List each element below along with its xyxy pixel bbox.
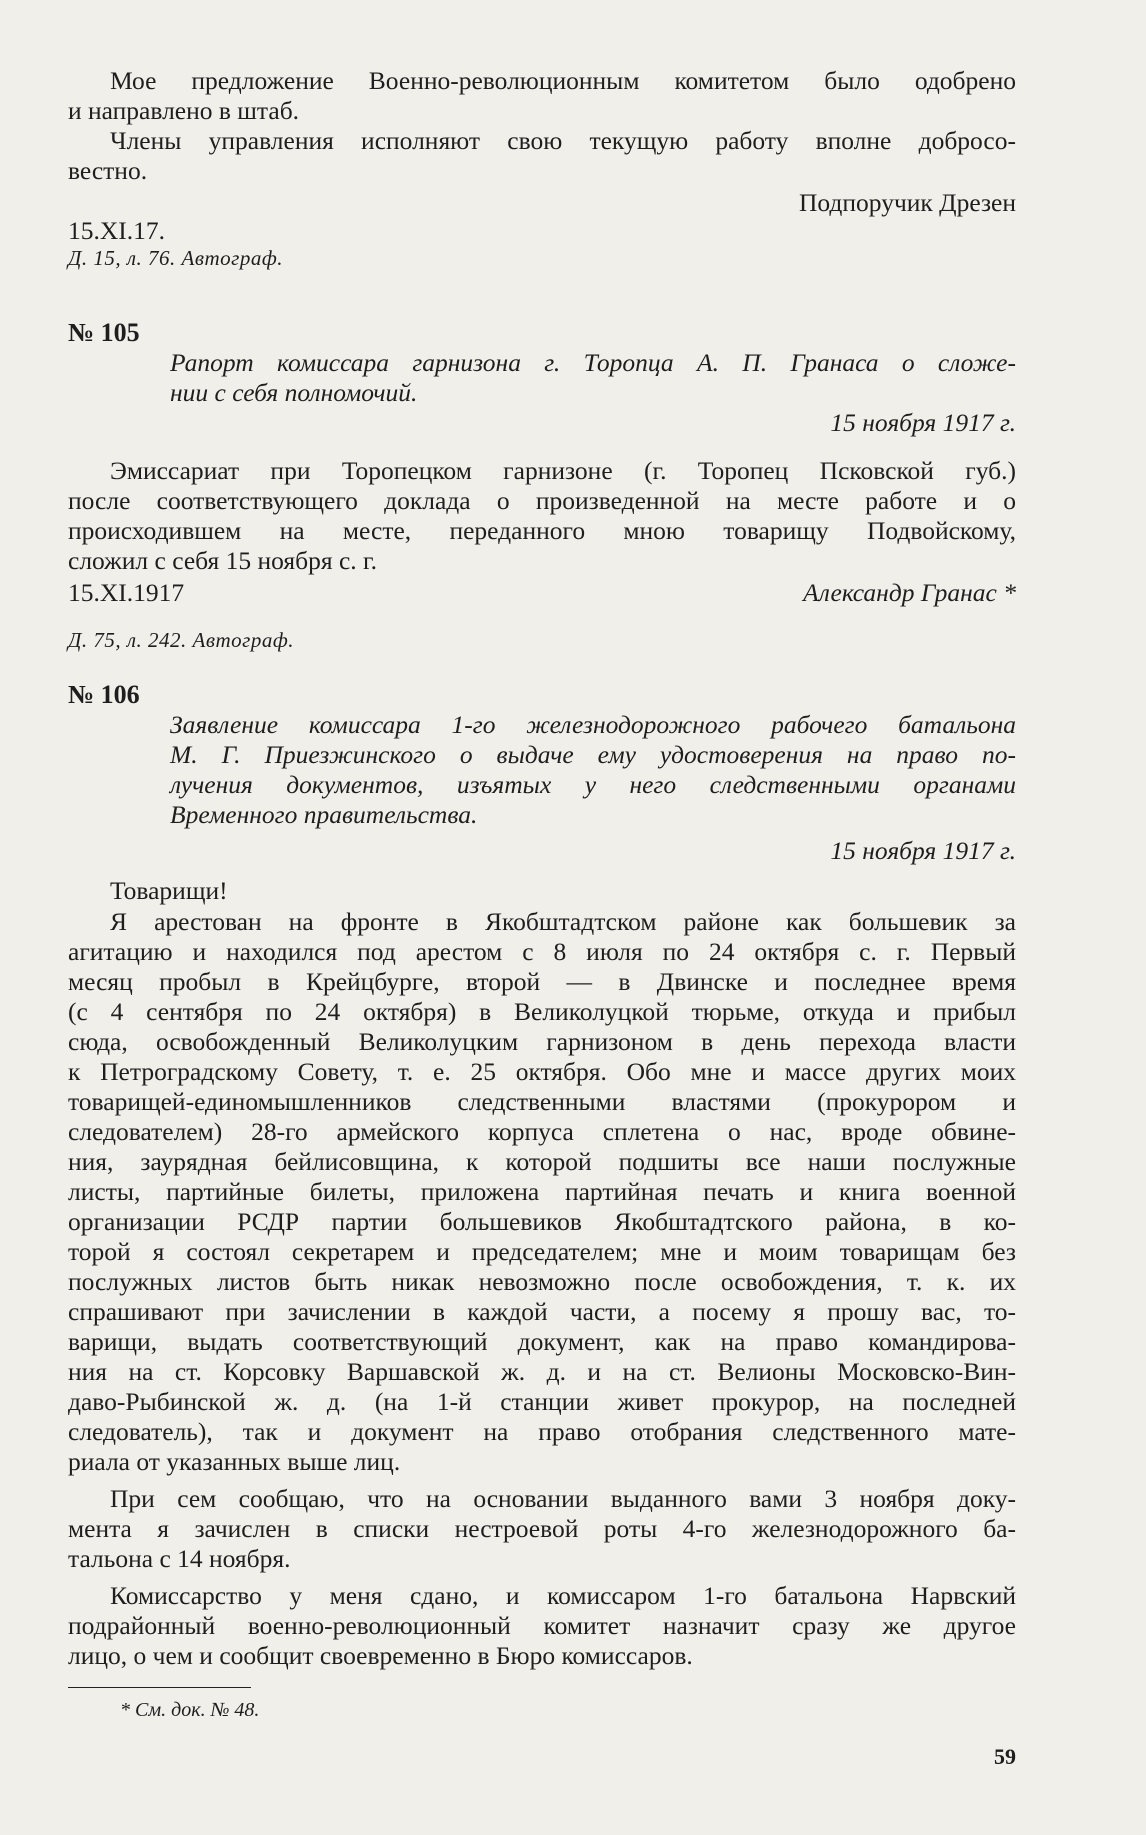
- text-line: месяц пробыл в Крейцбурге, второй — в Двинске и последнее время: [68, 967, 1016, 996]
- text-line: спрашивают при зачислении в каждой части, а посему я прошу вас, то-: [68, 1297, 1016, 1326]
- text-line: При сем сообщаю, что на основании выданного вами 3 ноября доку-: [110, 1484, 1016, 1513]
- text-line: к Петроградскому Совету, т. е. 25 октября. Обо мне и массе других моих: [68, 1057, 1016, 1086]
- document-title: М. Г. Приезжинского о выдаче ему удостоверения на право по-: [170, 740, 1016, 769]
- text-line: послужных листов быть никак невозможно после освобождения, т. к. их: [68, 1267, 1016, 1296]
- text-line: следователем) 28-го армейского корпуса сплетена о нас, вроде обвине-: [68, 1117, 1016, 1146]
- page-number: 59: [994, 1744, 1016, 1769]
- footnote: * См. док. № 48.: [120, 1699, 260, 1721]
- text-line: после соответствующего доклада о произведенной на месте работе и о: [68, 486, 1016, 515]
- sign-date: 15.XI.1917: [68, 578, 185, 607]
- document-number: № 106: [68, 680, 140, 709]
- greeting: Товарищи!: [110, 876, 228, 905]
- text-line: тальона с 14 ноября.: [68, 1544, 291, 1573]
- text-line: Я арестован на фронте в Якобштадтском районе как большевик за: [110, 907, 1016, 936]
- text-line: варищи, выдать соответствующий документ, как на право командирова-: [68, 1327, 1016, 1356]
- text-line: Мое предложение Военно-революционным комитетом было одобрено: [110, 66, 1016, 95]
- text-line: лицо, о чем и сообщит своевременно в Бюро комиссаров.: [68, 1641, 693, 1670]
- sign-date: 15.XI.17.: [68, 216, 166, 245]
- document-title: Временного правительства.: [170, 800, 478, 829]
- archive-source: Д. 75, л. 242. Автограф.: [68, 628, 294, 652]
- text-line: Комиссарство у меня сдано, и комиссаром 1-го батальона Нарвский: [110, 1581, 1016, 1610]
- document-title: лучения документов, изъятых у него следственными органами: [170, 770, 1016, 799]
- text-line: подрайонный военно-революционный комитет назначит сразу же другое: [68, 1611, 1016, 1640]
- text-line: Члены управления исполняют свою текущую работу вполне добросо-: [110, 126, 1016, 155]
- text-line: организации РСДР партии большевиков Якобштадтского района, в ко-: [68, 1207, 1016, 1236]
- document-title: Рапорт комиссара гарнизона г. Торопца А. П. Гранаса о сложе-: [170, 348, 1016, 377]
- text-line: вестно.: [68, 156, 148, 185]
- text-line: происходившем на месте, переданного мною товарищу Подвойскому,: [68, 516, 1016, 545]
- document-date: 15 ноября 1917 г.: [830, 408, 1016, 437]
- signature: Подпоручик Дрезен: [798, 188, 1016, 217]
- text-line: сюда, освобожденный Великолуцким гарнизоном в день перехода власти: [68, 1027, 1016, 1056]
- text-line: риала от указанных выше лиц.: [68, 1447, 401, 1476]
- text-line: следователь), так и документ на право отобрания следственного мате-: [68, 1417, 1016, 1446]
- text-line: даво-Рыбинской ж. д. (на 1-й станции живет прокурор, на последней: [68, 1387, 1016, 1416]
- signature: Александр Гранас *: [803, 578, 1016, 607]
- text-line: и направлено в штаб.: [68, 96, 300, 125]
- text-line: товарищей-единомышленников следственными властями (прокурором и: [68, 1087, 1016, 1116]
- footnote-rule: [68, 1687, 251, 1688]
- text-line: сложил с себя 15 ноября с. г.: [68, 546, 377, 575]
- document-number: № 105: [68, 318, 140, 347]
- document-title: нии с себя полномочий.: [170, 378, 418, 407]
- text-line: ния на ст. Корсовку Варшавской ж. д. и на ст. Велионы Московско-Вин-: [68, 1357, 1016, 1386]
- document-date: 15 ноября 1917 г.: [830, 836, 1016, 865]
- text-line: мента я зачислен в списки нестроевой роты 4-го железнодорожного ба-: [68, 1514, 1016, 1543]
- document-title: Заявление комиссара 1-го железнодорожного рабочего батальона: [170, 710, 1016, 739]
- text-line: торой я состоял секретарем и председателем; мне и моим товарищам без: [68, 1237, 1016, 1266]
- text-line: агитацию и находился под арестом с 8 июля по 24 октября с. г. Первый: [68, 937, 1016, 966]
- archive-source: Д. 15, л. 76. Автограф.: [68, 246, 283, 270]
- text-line: Эмиссариат при Торопецком гарнизоне (г. Торопец Псковской губ.): [110, 456, 1016, 485]
- text-line: листы, партийные билеты, приложена партийная печать и книга военной: [68, 1177, 1016, 1206]
- text-line: (с 4 сентября по 24 октября) в Великолуцкой тюрьме, откуда и прибыл: [68, 997, 1016, 1026]
- text-line: ния, заурядная бейлисовщина, к которой подшиты все наши послужные: [68, 1147, 1016, 1176]
